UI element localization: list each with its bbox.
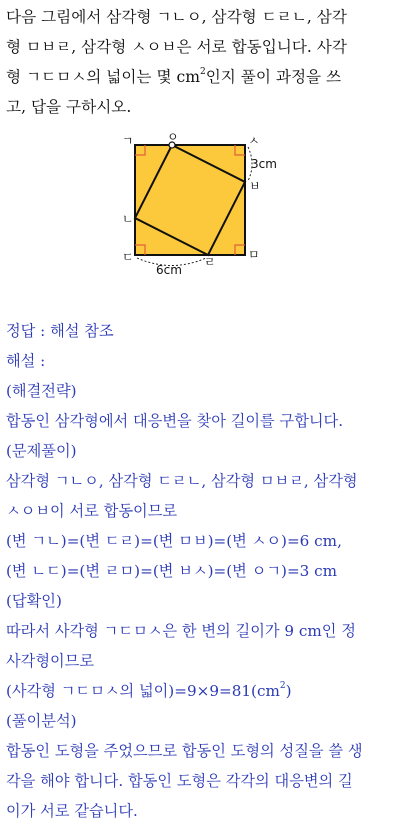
question-line-3-suffix: 인지 풀이 과정을 쓰 <box>205 68 342 86</box>
question-line-3-prefix: 형 ㄱㄷㅁㅅ의 넓이는 몇 cm <box>6 68 200 86</box>
label-mieum: ㅁ <box>248 248 260 262</box>
area-calculation-close: ) <box>285 682 292 700</box>
square-figure <box>118 130 278 280</box>
check-line-1: 따라서 사각형 ㄱㄷㅁㅅ은 한 변의 길이가 9 cm인 정 <box>6 622 356 640</box>
label-rieul: ㄹ <box>204 255 216 269</box>
length-label-6cm: 6cm <box>156 263 182 277</box>
explanation-label: 해설 : <box>6 352 46 370</box>
solve-line-4: (변 ㄴㄷ)=(변 ㄹㅁ)=(변 ㅂㅅ)=(변 ㅇㄱ)=3 cm <box>6 562 338 580</box>
label-bieup: ㅂ <box>249 179 261 193</box>
check-line-2: 사각형이므로 <box>6 652 95 670</box>
solve-heading: (문제풀이) <box>6 442 77 460</box>
solve-line-2: ㅅㅇㅂ이 서로 합동이므로 <box>6 502 178 520</box>
strategy-text: 합동인 삼각형에서 대응변을 찾아 길이를 구합니다. <box>6 412 344 430</box>
label-nieun: ㄴ <box>122 212 134 226</box>
question-line-2: 형 ㅁㅂㄹ, 삼각형 ㅅㅇㅂ은 서로 합동입니다. 사각 <box>6 38 347 56</box>
solve-line-3: (변 ㄱㄴ)=(변 ㄷㄹ)=(변 ㅁㅂ)=(변 ㅅㅇ)=6 cm, <box>6 532 342 550</box>
label-digeut: ㄷ <box>122 250 134 264</box>
area-calculation-main: (사각형 ㄱㄷㅁㅅ의 넓이)=9×9=81(cm <box>6 682 280 700</box>
solve-line-1: 삼각형 ㄱㄴㅇ, 삼각형 ㄷㄹㄴ, 삼각형 ㅁㅂㄹ, 삼각형 <box>6 472 358 490</box>
answer-line: 정답 : 해설 참조 <box>6 322 114 340</box>
question-text <box>6 2 398 122</box>
analysis-line-2: 각을 해야 합니다. 합동인 도형은 각각의 대응변의 길 <box>6 772 353 790</box>
solution-text <box>6 316 398 826</box>
cm-squared-superscript: 2 <box>199 66 206 77</box>
label-giyeok: ㄱ <box>122 134 134 148</box>
label-siot: ㅅ <box>248 134 260 148</box>
length-label-3cm: 3cm <box>251 157 277 171</box>
check-heading: (답확인) <box>6 592 62 610</box>
label-ieung: ㅇ <box>167 130 179 144</box>
outer-square <box>135 145 245 255</box>
area-calculation <box>6 676 398 706</box>
question-line-3 <box>6 62 398 92</box>
analysis-heading: (풀이분석) <box>6 712 77 730</box>
analysis-line-3: 이가 서로 같습니다. <box>6 802 138 820</box>
area-cm-squared-superscript: 2 <box>279 680 286 691</box>
question-line-4: 고, 답을 구하시오. <box>6 98 132 116</box>
question-line-1: 다음 그림에서 삼각형 ㄱㄴㅇ, 삼각형 ㄷㄹㄴ, 삼각 <box>6 8 347 26</box>
analysis-line-1: 합동인 도형을 주었으므로 합동인 도형의 성질을 쓸 생 <box>6 742 363 760</box>
strategy-heading: (해결전략) <box>6 382 77 400</box>
